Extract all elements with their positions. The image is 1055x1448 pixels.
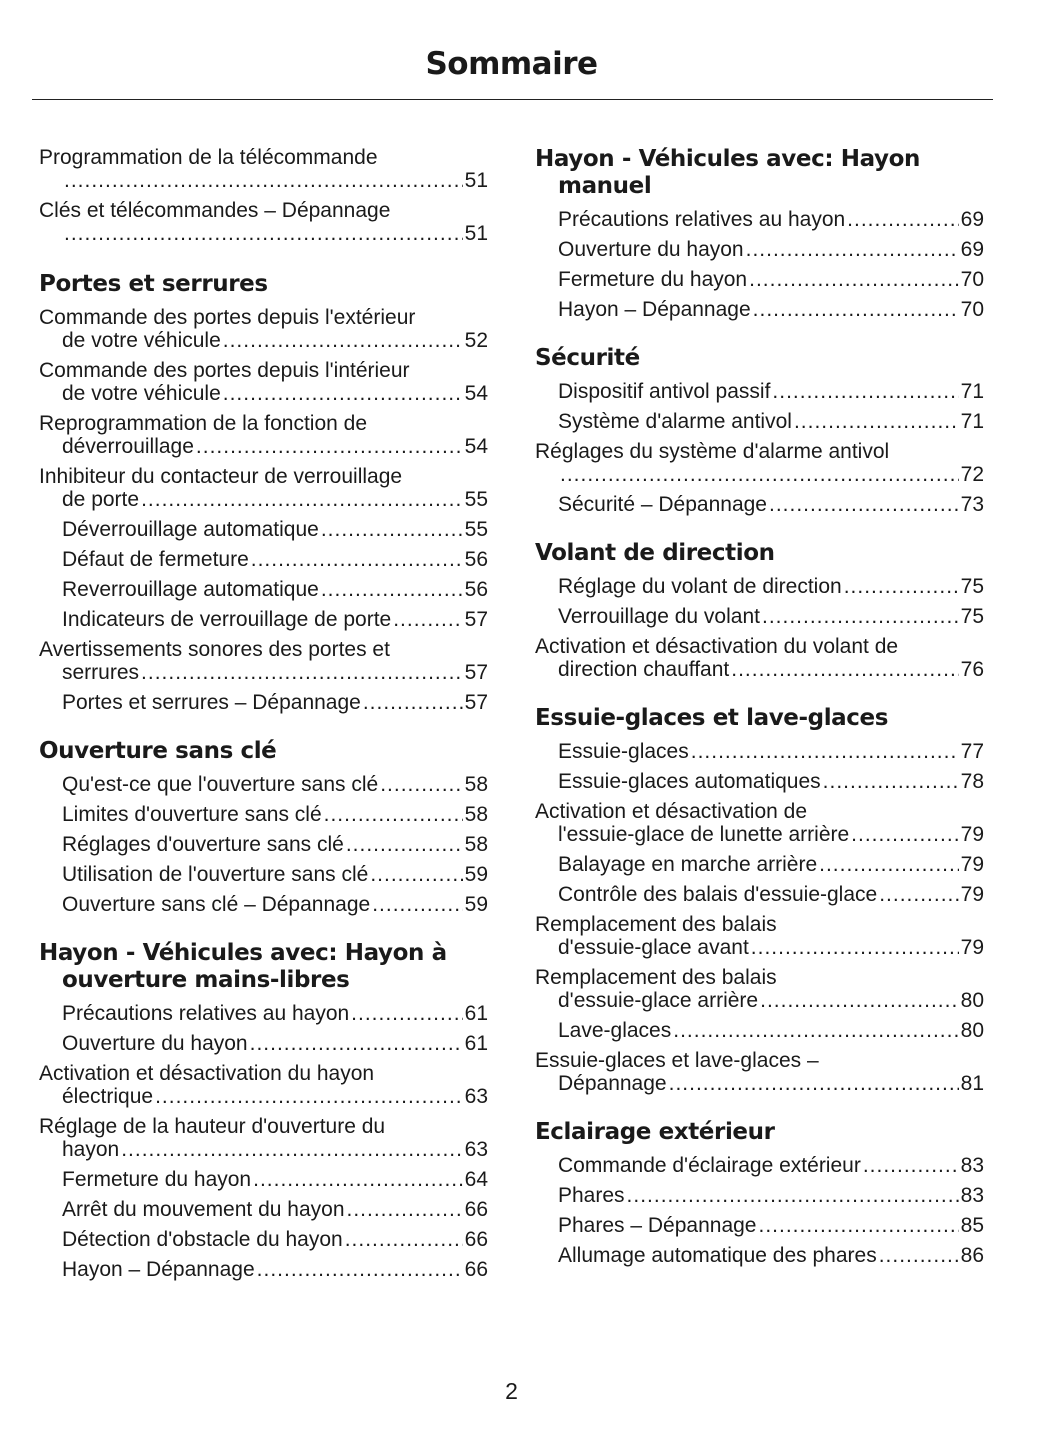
toc-entry[interactable] <box>535 883 984 906</box>
entry-title: hayon <box>62 1138 120 1161</box>
entry-page-number: 79 <box>960 883 984 906</box>
entry-title: Qu'est-ce que l'ouverture sans clé <box>62 773 379 796</box>
dot-leader <box>370 863 462 886</box>
entry-page-number: 58 <box>464 833 488 856</box>
toc-entry[interactable] <box>39 199 488 245</box>
entry-title: Sécurité – Dépannage <box>558 493 767 516</box>
entry-title: électrique <box>62 1085 154 1108</box>
entry-leader-line <box>62 1258 488 1281</box>
entry-page-number: 70 <box>960 298 984 321</box>
dot-leader <box>669 1072 959 1095</box>
entry-page-number: 57 <box>464 661 488 684</box>
title-divider <box>32 99 993 100</box>
entry-title: Ouverture sans clé – Dépannage <box>62 893 371 916</box>
entry-leader-line <box>62 1198 488 1221</box>
dot-leader <box>759 1214 959 1237</box>
dot-leader <box>769 493 959 516</box>
entry-page-number: 59 <box>464 893 488 916</box>
entry-leader-line <box>62 382 488 405</box>
entry-leader-line <box>62 548 488 571</box>
entry-title: Ouverture du hayon <box>558 238 744 261</box>
entry-title: Allumage automatique des phares <box>558 1244 877 1267</box>
dot-leader <box>223 329 463 352</box>
entry-title: Phares – Dépannage <box>558 1214 757 1237</box>
entry-title-line: Réglages du système d'alarme antivol <box>535 440 890 463</box>
entry-leader-line <box>558 740 984 763</box>
toc-entry[interactable] <box>535 605 984 628</box>
toc-entry[interactable] <box>535 493 984 516</box>
entry-page-number: 69 <box>960 208 984 231</box>
entry-leader-line <box>62 169 488 192</box>
entry-page-number: 70 <box>960 268 984 291</box>
entry-leader-line <box>62 1138 488 1161</box>
dot-leader <box>794 410 959 433</box>
entry-leader-line <box>62 1032 488 1055</box>
dot-leader <box>772 380 958 403</box>
entry-leader-line <box>558 936 984 959</box>
entry-page-number: 69 <box>960 238 984 261</box>
entry-title: Détection d'obstacle du hayon <box>62 1228 343 1251</box>
dot-leader <box>141 488 463 511</box>
entry-leader-line <box>558 238 984 261</box>
entry-page-number: 79 <box>960 936 984 959</box>
dot-leader <box>363 691 463 714</box>
entry-leader-line <box>558 380 984 403</box>
entry-leader-line <box>62 608 488 631</box>
dot-leader <box>673 1019 958 1042</box>
dot-leader <box>753 298 959 321</box>
entry-page-number: 71 <box>960 380 984 403</box>
toc-entry[interactable] <box>535 800 984 846</box>
entry-page-number: 61 <box>464 1032 488 1055</box>
dot-leader <box>372 893 462 916</box>
entry-page-number: 78 <box>960 770 984 793</box>
dot-leader <box>251 548 463 571</box>
entry-leader-line <box>558 575 984 598</box>
dot-leader <box>879 883 958 906</box>
toc-entry[interactable] <box>535 913 984 959</box>
dot-leader <box>345 1228 463 1251</box>
dot-leader <box>64 222 463 245</box>
toc-entry[interactable] <box>39 1198 488 1221</box>
toc-entry[interactable] <box>535 440 984 486</box>
toc-entry[interactable] <box>535 740 984 763</box>
toc-section <box>39 146 488 245</box>
toc-entry[interactable] <box>535 1049 984 1095</box>
entry-leader-line <box>558 410 984 433</box>
toc-entry[interactable] <box>535 635 984 681</box>
dot-leader <box>257 1258 463 1281</box>
entry-page-number: 75 <box>960 605 984 628</box>
entry-leader-line <box>558 1214 984 1237</box>
entry-title: Fermeture du hayon <box>558 268 748 291</box>
entry-title: déverrouillage <box>62 435 194 458</box>
entry-title-line: Avertissements sonores des portes et <box>39 638 390 661</box>
entry-title: Réglages d'ouverture sans clé <box>62 833 344 856</box>
entry-title: Fermeture du hayon <box>62 1168 252 1191</box>
page-title: Sommaire <box>425 46 598 82</box>
dot-leader <box>749 268 959 291</box>
entry-title-line: Remplacement des balais <box>535 966 777 989</box>
toc-entry[interactable] <box>39 833 488 856</box>
entry-title-line: Réglage de la hauteur d'ouverture du <box>39 1115 386 1138</box>
entry-page-number: 66 <box>464 1228 488 1251</box>
dot-leader <box>141 661 463 684</box>
entry-leader-line <box>558 1184 984 1207</box>
entry-title: Balayage en marche arrière <box>558 853 818 876</box>
entry-title: l'essuie-glace de lunette arrière <box>558 823 850 846</box>
toc-entry[interactable] <box>535 853 984 876</box>
entry-title: direction chauffant <box>558 658 730 681</box>
toc-entry[interactable] <box>39 412 488 458</box>
entry-leader-line <box>558 853 984 876</box>
toc-entry[interactable] <box>535 575 984 598</box>
dot-leader <box>746 238 959 261</box>
entry-title: d'essuie-glace avant <box>558 936 749 959</box>
entry-page-number: 85 <box>960 1214 984 1237</box>
entry-leader-line <box>558 298 984 321</box>
entry-page-number: 51 <box>464 169 488 192</box>
entry-page-number: 80 <box>960 989 984 1012</box>
dot-leader <box>321 578 463 601</box>
toc-entry[interactable] <box>535 966 984 1012</box>
dot-leader <box>196 435 463 458</box>
entry-page-number: 75 <box>960 575 984 598</box>
dot-leader <box>250 1032 463 1055</box>
entry-page-number: 58 <box>464 803 488 826</box>
entry-title-line: Remplacement des balais <box>535 913 777 936</box>
section-heading: Sécurité <box>535 345 640 371</box>
toc-entry[interactable] <box>535 268 984 291</box>
entry-leader-line <box>558 1019 984 1042</box>
toc-entry[interactable] <box>39 1062 488 1108</box>
entry-title: Dispositif antivol passif <box>558 380 771 403</box>
dot-leader <box>847 208 958 231</box>
section-heading: Portes et serrures <box>39 271 268 297</box>
toc-entry[interactable] <box>39 608 488 631</box>
section-heading: Eclairage extérieur <box>535 1119 775 1145</box>
entry-title-line: Essuie-glaces et lave-glaces – <box>535 1049 819 1072</box>
entry-leader-line <box>558 493 984 516</box>
entry-title: Dépannage <box>558 1072 667 1095</box>
entry-page-number: 57 <box>464 608 488 631</box>
section-heading: Ouverture sans clé <box>39 738 277 764</box>
toc-entry[interactable] <box>39 691 488 714</box>
dot-leader <box>324 803 463 826</box>
entry-title-line: Clés et télécommandes – Dépannage <box>39 199 391 222</box>
toc-left-column <box>39 146 488 1305</box>
entry-leader-line <box>558 989 984 1012</box>
entry-page-number: 81 <box>960 1072 984 1095</box>
entry-leader-line <box>62 893 488 916</box>
entry-title: Indicateurs de verrouillage de porte <box>62 608 392 631</box>
dot-leader <box>560 463 959 486</box>
entry-leader-line <box>62 661 488 684</box>
toc-entry[interactable] <box>39 1168 488 1191</box>
entry-page-number: 54 <box>464 435 488 458</box>
toc-entry[interactable] <box>535 410 984 433</box>
toc-entry[interactable] <box>39 773 488 796</box>
dot-leader <box>393 608 462 631</box>
toc-entry[interactable] <box>39 1228 488 1251</box>
entry-leader-line <box>62 1168 488 1191</box>
entry-page-number: 71 <box>960 410 984 433</box>
entry-leader-line <box>62 863 488 886</box>
entry-page-number: 72 <box>960 463 984 486</box>
entry-page-number: 66 <box>464 1198 488 1221</box>
entry-leader-line <box>558 658 984 681</box>
entry-title: Essuie-glaces <box>558 740 689 763</box>
entry-page-number: 80 <box>960 1019 984 1042</box>
entry-page-number: 55 <box>464 488 488 511</box>
entry-title-line: Reprogrammation de la fonction de <box>39 412 368 435</box>
entry-title: d'essuie-glace arrière <box>558 989 759 1012</box>
entry-title: Défaut de fermeture <box>62 548 249 571</box>
entry-page-number: 73 <box>960 493 984 516</box>
toc-entry[interactable] <box>535 770 984 793</box>
dot-leader <box>731 658 958 681</box>
dot-leader <box>223 382 463 405</box>
entry-leader-line <box>62 773 488 796</box>
entry-title: Phares <box>558 1184 625 1207</box>
entry-title: Utilisation de l'ouverture sans clé <box>62 863 369 886</box>
entry-title: Reverrouillage automatique <box>62 578 319 601</box>
toc-entry[interactable] <box>39 359 488 405</box>
entry-page-number: 56 <box>464 548 488 571</box>
dot-leader <box>155 1085 463 1108</box>
entry-leader-line <box>62 488 488 511</box>
entry-leader-line <box>558 208 984 231</box>
entry-title: serrures <box>62 661 140 684</box>
toc-entry[interactable] <box>535 298 984 321</box>
dot-leader <box>863 1154 959 1177</box>
toc-entry[interactable] <box>39 1115 488 1161</box>
toc-entry[interactable] <box>39 893 488 916</box>
entry-title: de votre véhicule <box>62 382 221 405</box>
entry-title: Précautions relatives au hayon <box>62 1002 350 1025</box>
entry-page-number: 54 <box>464 382 488 405</box>
entry-title: Limites d'ouverture sans clé <box>62 803 322 826</box>
dot-leader <box>844 575 959 598</box>
entry-page-number: 83 <box>960 1184 984 1207</box>
toc-entry[interactable] <box>535 1019 984 1042</box>
dot-leader <box>851 823 958 846</box>
toc-entry[interactable] <box>535 1244 984 1267</box>
entry-page-number: 64 <box>464 1168 488 1191</box>
entry-title: Hayon – Dépannage <box>62 1258 255 1281</box>
entry-leader-line <box>558 823 984 846</box>
entry-leader-line <box>558 1154 984 1177</box>
toc-entry[interactable] <box>535 1184 984 1207</box>
toc-entry[interactable] <box>535 1214 984 1237</box>
toc-section <box>535 705 984 1095</box>
dot-leader <box>691 740 959 763</box>
entry-page-number: 59 <box>464 863 488 886</box>
dot-leader <box>380 773 462 796</box>
toc-section <box>39 940 488 1281</box>
entry-leader-line <box>62 578 488 601</box>
toc-entry[interactable] <box>39 1258 488 1281</box>
toc-entry[interactable] <box>39 465 488 511</box>
entry-title: Verrouillage du volant <box>558 605 760 628</box>
entry-page-number: 58 <box>464 773 488 796</box>
entry-page-number: 83 <box>960 1154 984 1177</box>
toc-entry[interactable] <box>39 518 488 541</box>
entry-title-line: Activation et désactivation de <box>535 800 807 823</box>
entry-title: Réglage du volant de direction <box>558 575 842 598</box>
entry-title: de votre véhicule <box>62 329 221 352</box>
toc-section <box>535 1119 984 1267</box>
entry-page-number: 66 <box>464 1258 488 1281</box>
toc-section <box>39 271 488 714</box>
dot-leader <box>346 833 463 856</box>
entry-title: Contrôle des balais d'essuie-glace <box>558 883 878 906</box>
entry-title: Essuie-glaces automatiques <box>558 770 821 793</box>
toc-entry[interactable] <box>39 146 488 192</box>
toc-entry[interactable] <box>535 208 984 231</box>
toc-entry[interactable] <box>39 803 488 826</box>
toc-section <box>39 738 488 916</box>
dot-leader <box>751 936 959 959</box>
entry-page-number: 76 <box>960 658 984 681</box>
section-heading: Volant de direction <box>535 540 775 566</box>
dot-leader <box>347 1198 463 1221</box>
entry-leader-line <box>558 1072 984 1095</box>
entry-leader-line <box>62 1228 488 1251</box>
entry-page-number: 51 <box>464 222 488 245</box>
entry-leader-line <box>62 691 488 714</box>
entry-page-number: 77 <box>960 740 984 763</box>
entry-leader-line <box>558 463 984 486</box>
entry-title: Arrêt du mouvement du hayon <box>62 1198 345 1221</box>
entry-title: Ouverture du hayon <box>62 1032 248 1055</box>
entry-page-number: 61 <box>464 1002 488 1025</box>
entry-title: Système d'alarme antivol <box>558 410 792 433</box>
entry-page-number: 79 <box>960 823 984 846</box>
entry-title: Déverrouillage automatique <box>62 518 319 541</box>
toc-entry[interactable] <box>39 548 488 571</box>
entry-page-number: 86 <box>960 1244 984 1267</box>
entry-leader-line <box>62 833 488 856</box>
page-number: 2 <box>505 1378 518 1404</box>
entry-title: Hayon – Dépannage <box>558 298 751 321</box>
entry-title: Portes et serrures – Dépannage <box>62 691 361 714</box>
entry-title: Commande d'éclairage extérieur <box>558 1154 861 1177</box>
section-heading: Essuie-glaces et lave-glaces <box>535 705 889 731</box>
dot-leader <box>823 770 959 793</box>
section-heading: Hayon - Véhicules avec: Hayon à ouverture mains-libres <box>39 940 447 993</box>
entry-leader-line <box>62 518 488 541</box>
entry-title-line: Inhibiteur du contacteur de verrouillage <box>39 465 403 488</box>
entry-page-number: 56 <box>464 578 488 601</box>
entry-page-number: 52 <box>464 329 488 352</box>
toc-section <box>535 540 984 681</box>
entry-leader-line <box>62 329 488 352</box>
entry-page-number: 63 <box>464 1138 488 1161</box>
dot-leader <box>760 989 959 1012</box>
entry-leader-line <box>558 605 984 628</box>
toc-entry[interactable] <box>39 1032 488 1055</box>
entry-leader-line <box>558 1244 984 1267</box>
dot-leader <box>879 1244 959 1267</box>
entry-title-line: Activation et désactivation du volant de <box>535 635 899 658</box>
entry-page-number: 79 <box>960 853 984 876</box>
toc-entry[interactable] <box>39 1002 488 1025</box>
entry-leader-line <box>558 883 984 906</box>
toc-entry[interactable] <box>39 638 488 684</box>
entry-leader-line <box>62 222 488 245</box>
entry-leader-line <box>62 1002 488 1025</box>
toc-entry[interactable] <box>39 306 488 352</box>
dot-leader <box>321 518 463 541</box>
dot-leader <box>627 1184 959 1207</box>
dot-leader <box>253 1168 463 1191</box>
dot-leader <box>351 1002 462 1025</box>
entry-title-line: Commande des portes depuis l'intérieur <box>39 359 410 382</box>
dot-leader <box>819 853 959 876</box>
entry-title: Lave-glaces <box>558 1019 672 1042</box>
toc-entry[interactable] <box>39 863 488 886</box>
entry-title: de porte <box>62 488 140 511</box>
entry-title-line: Commande des portes depuis l'extérieur <box>39 306 416 329</box>
section-heading: Hayon - Véhicules avec: Hayon manuel <box>535 146 920 199</box>
entry-leader-line <box>558 268 984 291</box>
entry-leader-line <box>62 1085 488 1108</box>
dot-leader <box>762 605 959 628</box>
entry-leader-line <box>558 770 984 793</box>
entry-page-number: 55 <box>464 518 488 541</box>
toc-section <box>535 146 984 321</box>
toc-entry[interactable] <box>535 1154 984 1177</box>
entry-page-number: 63 <box>464 1085 488 1108</box>
entry-title-line: Activation et désactivation du hayon <box>39 1062 375 1085</box>
entry-leader-line <box>62 435 488 458</box>
dot-leader <box>121 1138 462 1161</box>
dot-leader <box>64 169 463 192</box>
entry-leader-line <box>62 803 488 826</box>
toc-entry[interactable] <box>535 238 984 261</box>
entry-title-line: Programmation de la télécommande <box>39 146 378 169</box>
toc-entry[interactable] <box>535 380 984 403</box>
toc-section <box>535 345 984 516</box>
entry-title: Précautions relatives au hayon <box>558 208 846 231</box>
entry-page-number: 57 <box>464 691 488 714</box>
toc-right-column <box>535 146 984 1291</box>
toc-entry[interactable] <box>39 578 488 601</box>
